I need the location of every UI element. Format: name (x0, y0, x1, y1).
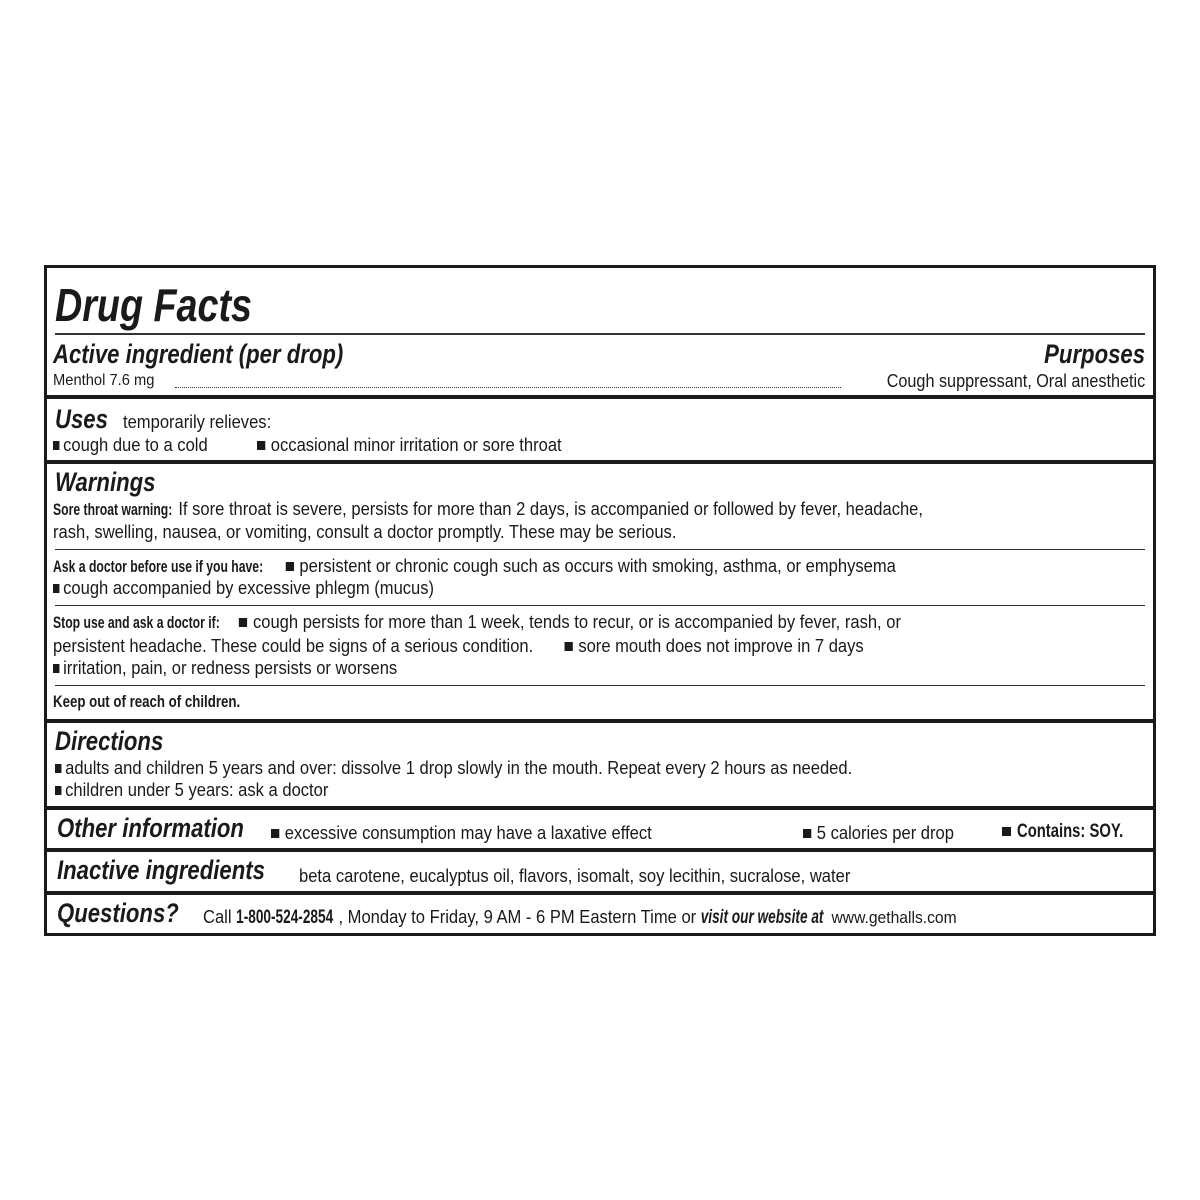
warning-rule (55, 605, 1145, 606)
stop-use-item: irritation, pain, or redness persists or worsens (53, 658, 397, 679)
bullet-icon (53, 441, 59, 450)
website-url: www.gethalls.com (831, 908, 957, 927)
visit-website-lead: visit our website at (700, 907, 824, 928)
bullet-icon (53, 584, 59, 593)
uses-heading: Uses (55, 404, 108, 434)
bullet-icon (271, 829, 279, 838)
section-divider (47, 806, 1153, 810)
other-info-allergen: Contains: SOY. (1002, 821, 1153, 843)
bullet-icon (55, 786, 61, 795)
bullet-icon (55, 764, 61, 773)
keep-out-warning: Keep out of reach of children. (53, 692, 241, 711)
uses-item: cough due to a cold (53, 435, 208, 456)
bullet-icon (257, 441, 265, 450)
directions-item: children under 5 years: ask a doctor (55, 780, 328, 801)
bullet-icon (1002, 827, 1011, 836)
title-rule (55, 333, 1145, 335)
directions-heading: Directions (55, 726, 164, 756)
section-divider (47, 891, 1153, 895)
inactive-ingredients-heading: Inactive ingredients (57, 855, 265, 885)
ask-doctor-warning: Ask a doctor before use if you have: persistent or chronic cough such as occurs with smoking, asthma, or emphysema (53, 556, 896, 576)
phone-number: 1-800-524-2854 (236, 907, 334, 928)
questions-heading: Questions? (57, 898, 179, 928)
stop-use-item: persistent headache. These could be signs of a serious condition. sore mouth does not improve in 7 days (53, 636, 864, 656)
uses-intro: temporarily relieves: (123, 412, 272, 432)
questions-contact: Call 1-800-524-2854 , Monday to Friday, 9 AM - 6 PM Eastern Time or visit our website at www.gethalls.com (203, 907, 957, 928)
inactive-ingredients-list: beta carotene, eucalyptus oil, flavors, isomalt, soy lecithin, sucralose, water (299, 866, 851, 886)
bullet-icon (803, 829, 811, 838)
section-divider (47, 460, 1153, 464)
drug-facts-title: Drug Facts (55, 279, 253, 331)
warnings-heading: Warnings (55, 467, 156, 497)
stop-use-warning: Stop use and ask a doctor if: cough persists for more than 1 week, tends to recur, or is accompanied by fever, rash, or (53, 612, 901, 632)
purposes-heading: Purposes (1044, 339, 1145, 369)
ask-doctor-lead: Ask a doctor before use if you have: (53, 557, 264, 576)
other-info-heading: Other information (57, 813, 244, 843)
section-divider (47, 719, 1153, 723)
bullet-icon (565, 642, 573, 651)
sore-throat-warning-cont: rash, swelling, nausea, or vomiting, consult a doctor promptly. These may be serious. (53, 522, 677, 542)
bullet-icon (53, 664, 59, 673)
other-info-item: 5 calories per drop (803, 823, 954, 844)
leader-dots (175, 387, 841, 388)
stop-use-lead: Stop use and ask a doctor if: (53, 613, 220, 632)
directions-item: adults and children 5 years and over: dissolve 1 drop slowly in the mouth. Repeat every 2 hours as needed. (55, 758, 852, 779)
other-info-item: excessive consumption may have a laxative effect (271, 823, 652, 844)
section-divider (47, 395, 1153, 399)
warning-rule (55, 685, 1145, 686)
bullet-icon (239, 618, 247, 627)
uses-item: occasional minor irritation or sore throat (257, 435, 562, 456)
purpose-value: Cough suppressant, Oral anesthetic (886, 371, 1145, 391)
ask-doctor-item: cough accompanied by excessive phlegm (mucus) (53, 578, 434, 599)
warning-rule (55, 549, 1145, 550)
bullet-icon (286, 562, 294, 571)
sore-throat-warning: Sore throat warning: If sore throat is severe, persists for more than 2 days, is accompanied or followed by fever, headache, (53, 499, 924, 519)
drug-facts-panel (44, 265, 1156, 936)
active-ingredient-value: Menthol 7.6 mg (53, 372, 155, 389)
section-divider (47, 848, 1153, 852)
sore-throat-lead: Sore throat warning: (53, 500, 173, 519)
active-ingredient-heading: Active ingredient (per drop) (53, 339, 344, 369)
